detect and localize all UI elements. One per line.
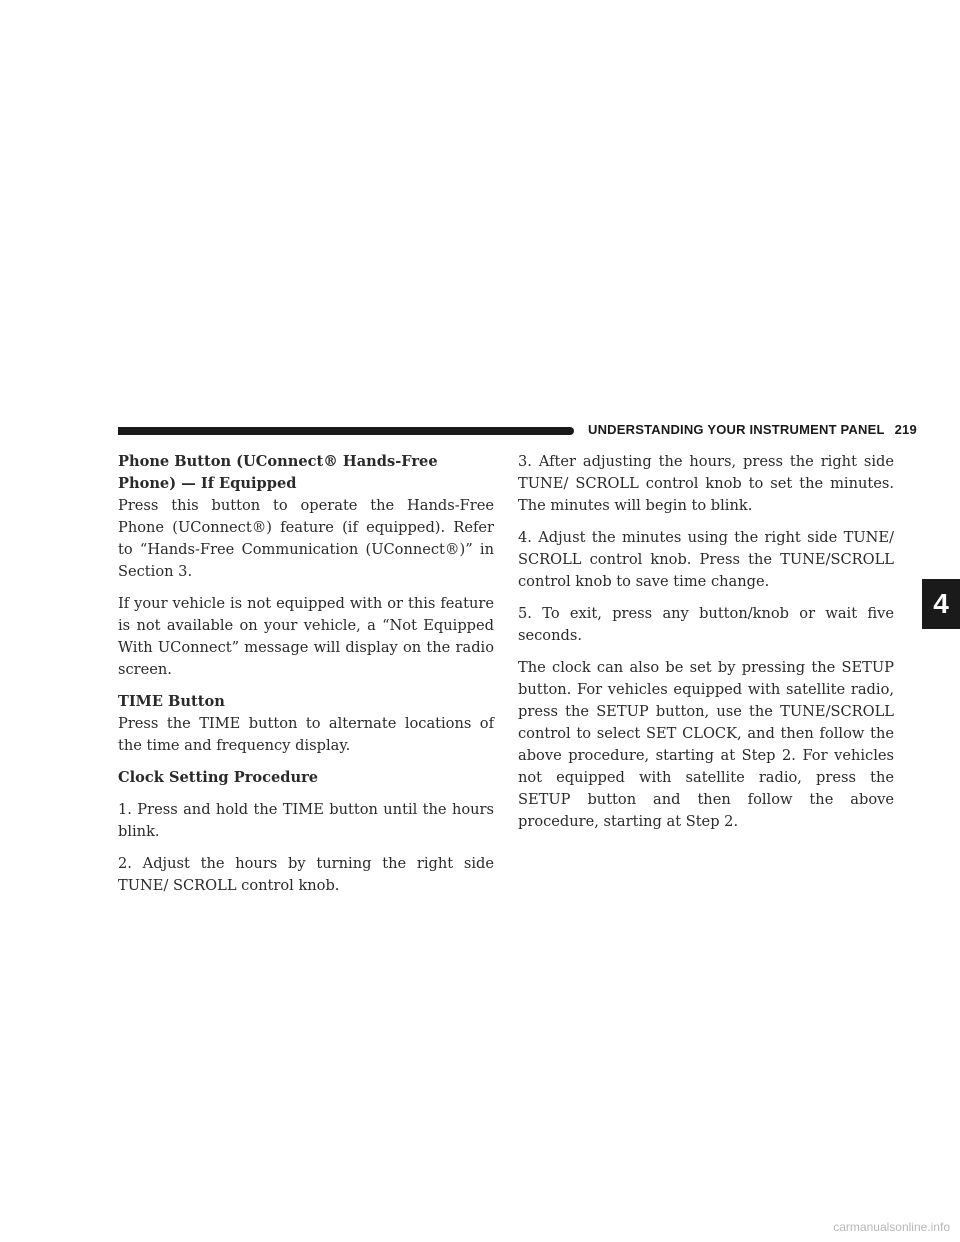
time-button-heading: TIME Button: [118, 693, 225, 710]
phone-button-paragraph-2: If your vehicle is not equipped with or this feature is not available on your vehicle, a “Not Equipped With UConnect” message will display on the radio screen.: [118, 595, 494, 678]
section-tab: 4: [922, 579, 960, 629]
header-rule: [118, 427, 574, 435]
clock-setting-heading: Clock Setting Procedure: [118, 769, 319, 786]
left-column: [118, 451, 494, 907]
setup-button-paragraph: The clock can also be set by pressing the SETUP button. For vehicles equipped with satellite radio, press the SETUP button, use the TUNE/SCROLL control to select SET CLOCK, and then follow the above procedure, starting at Step 2. For vehicles not equipped with satellite radio, press the SETUP button and then follow the above procedure, starting at Step 2.: [518, 659, 894, 830]
clock-step-1: 1. Press and hold the TIME button until the hours blink.: [118, 801, 494, 840]
clock-step-5: 5. To exit, press any button/knob or wait five seconds.: [518, 605, 894, 644]
clock-step-3: 3. After adjusting the hours, press the right side TUNE/ SCROLL control knob to set the minutes. The minutes will begin to blink.: [518, 453, 894, 514]
watermark: carmanualsonline.info: [833, 1220, 950, 1234]
page-number: 219: [894, 422, 917, 437]
phone-button-heading: Phone Button (UConnect® Hands-Free Phone) — If Equipped: [118, 453, 438, 492]
clock-step-4: 4. Adjust the minutes using the right side TUNE/ SCROLL control knob. Press the TUNE/SCROLL control knob to save time change.: [518, 529, 894, 590]
phone-button-paragraph-1: Press this button to operate the Hands-Free Phone (UConnect®) feature (if equipped). Refer to “Hands-Free Communication (UConnect®)” in Section 3.: [118, 497, 494, 580]
header-title: UNDERSTANDING YOUR INSTRUMENT PANEL: [588, 422, 885, 437]
time-button-paragraph: Press the TIME button to alternate locations of the time and frequency display.: [118, 715, 494, 754]
clock-step-2: 2. Adjust the hours by turning the right side TUNE/ SCROLL control knob.: [118, 855, 494, 894]
right-column: [518, 451, 894, 843]
running-header: [588, 422, 917, 437]
